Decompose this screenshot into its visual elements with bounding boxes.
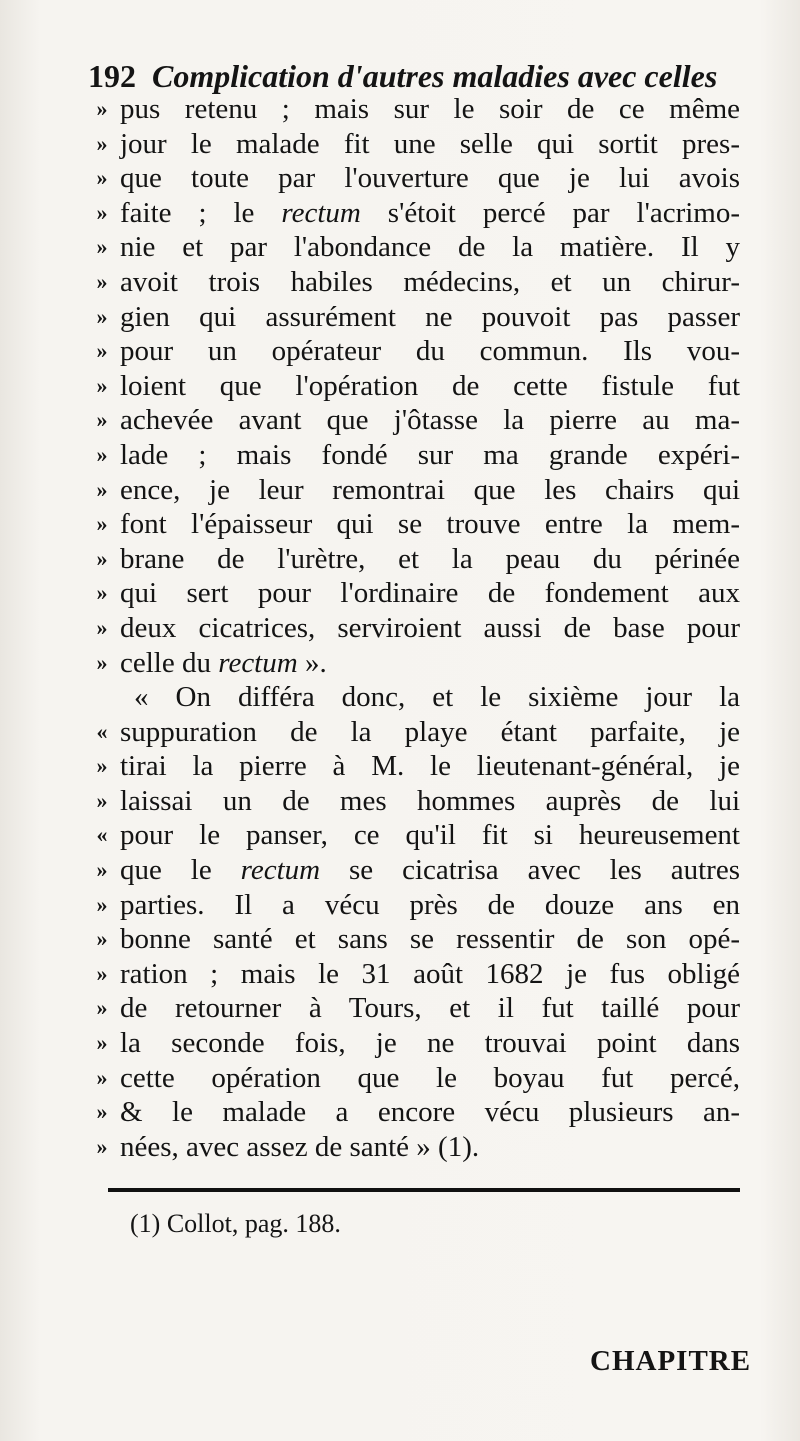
text-line: brane de l'urètre, et la peau du périnée xyxy=(120,542,740,575)
body-text xyxy=(120,92,740,1164)
line-quote-mark: « xyxy=(96,718,108,744)
text-line: avoit trois habiles médecins, et un chirur- xyxy=(120,265,740,298)
line-quote-mark: « xyxy=(96,822,108,848)
text-line: suppuration de la playe étant parfaite, je xyxy=(120,715,740,748)
line-quote-mark: » xyxy=(96,1064,108,1090)
italic-term: rectum xyxy=(240,854,321,887)
line-quote-mark: » xyxy=(96,580,108,606)
quotation-marks-column xyxy=(84,92,120,1164)
catchword: CHAPITRE xyxy=(590,1345,752,1377)
line-quote-mark: » xyxy=(96,165,108,191)
text-line: de retourner à Tours, et il fut taillé pour xyxy=(120,992,740,1025)
text-line: nées, avec assez de santé » (1). xyxy=(120,1130,480,1163)
line-quote-mark: » xyxy=(96,753,108,779)
text-line: que le rectum se cicatrisa avec les autres xyxy=(120,854,740,887)
line-quote-mark: » xyxy=(96,614,108,640)
line-quote-mark: » xyxy=(96,130,108,156)
text-line: faite ; le rectum s'étoit percé par l'acrimo- xyxy=(120,196,740,229)
line-quote-mark: » xyxy=(96,545,108,571)
text-line: la seconde fois, je ne trouvai point dans xyxy=(120,1027,740,1060)
italic-term: rectum xyxy=(281,196,361,229)
line-quote-mark: » xyxy=(96,1099,108,1125)
footnote: (1) Collot, pag. 188. xyxy=(130,1209,341,1238)
line-quote-mark: » xyxy=(96,511,108,537)
text-line: cette opération que le boyau fut percé, xyxy=(120,1061,740,1094)
text-line: & le malade a encore vécu plusieurs an- xyxy=(120,1096,740,1129)
text-line: parties. Il a vécu près de douze ans en xyxy=(120,888,740,921)
line-quote-mark: » xyxy=(96,268,108,294)
footnote-rule xyxy=(108,1188,740,1192)
text-line: loient que l'opération de cette fistule fut xyxy=(120,369,740,402)
line-quote-mark: » xyxy=(96,891,108,917)
text-line: tirai la pierre à M. le lieutenant-général, je xyxy=(120,750,740,783)
text-line: pus retenu ; mais sur le soir de ce même xyxy=(120,93,740,125)
running-head xyxy=(88,56,718,96)
line-quote-mark: » xyxy=(96,199,108,225)
text-line: « On différa donc, et le sixième jour la xyxy=(134,681,740,714)
text-line: laissai un de mes hommes auprès de lui xyxy=(120,784,740,817)
line-quote-mark: » xyxy=(96,1030,108,1056)
line-quote-mark: » xyxy=(96,338,108,364)
page-number: 192 xyxy=(88,58,136,94)
line-quote-mark: » xyxy=(96,441,108,467)
text-line: bonne santé et sans se ressentir de son opé- xyxy=(120,923,740,956)
text-line: lade ; mais fondé sur ma grande expéri- xyxy=(120,438,740,471)
text-line: gien qui assurément ne pouvoit pas passer xyxy=(120,300,740,333)
line-quote-mark: » xyxy=(96,787,108,813)
text-line: celle du rectum ». xyxy=(120,646,327,679)
text-line: font l'épaisseur qui se trouve entre la mem- xyxy=(120,508,740,541)
text-line: pour le panser, ce qu'il fit si heureusement xyxy=(120,819,740,852)
text-line: jour le malade fit une selle qui sortit pres- xyxy=(120,127,740,160)
line-quote-mark: » xyxy=(96,372,108,398)
line-quote-mark: » xyxy=(96,1133,108,1159)
text-line: nie et par l'abondance de la matière. Il y xyxy=(120,231,740,264)
line-quote-mark: » xyxy=(96,960,108,986)
text-line: ence, je leur remontrai que les chairs qui xyxy=(120,473,740,506)
line-quote-mark: » xyxy=(96,995,108,1021)
line-quote-mark: » xyxy=(96,476,108,502)
italic-term: rectum xyxy=(218,646,298,679)
text-line: pour un opérateur du commun. Ils vou- xyxy=(120,335,740,368)
text-line: achevée avant que j'ôtasse la pierre au ma- xyxy=(120,404,740,437)
line-quote-mark: » xyxy=(96,857,108,883)
text-line: que toute par l'ouverture que je lui avois xyxy=(120,162,740,195)
line-quote-mark: » xyxy=(96,96,108,121)
line-quote-mark: » xyxy=(96,303,108,329)
text-line: ration ; mais le 31 août 1682 je fus obligé xyxy=(120,957,740,990)
line-quote-mark: » xyxy=(96,649,108,675)
line-quote-mark: » xyxy=(96,926,108,952)
line-quote-mark: » xyxy=(96,234,108,260)
line-quote-mark: » xyxy=(96,407,108,433)
line-quote-mark xyxy=(84,680,120,715)
text-line: deux cicatrices, serviroient aussi de base pour xyxy=(120,611,740,644)
text-line: qui sert pour l'ordinaire de fondement aux xyxy=(120,577,740,610)
running-title: Complication d'autres maladies avec celles xyxy=(152,58,718,94)
